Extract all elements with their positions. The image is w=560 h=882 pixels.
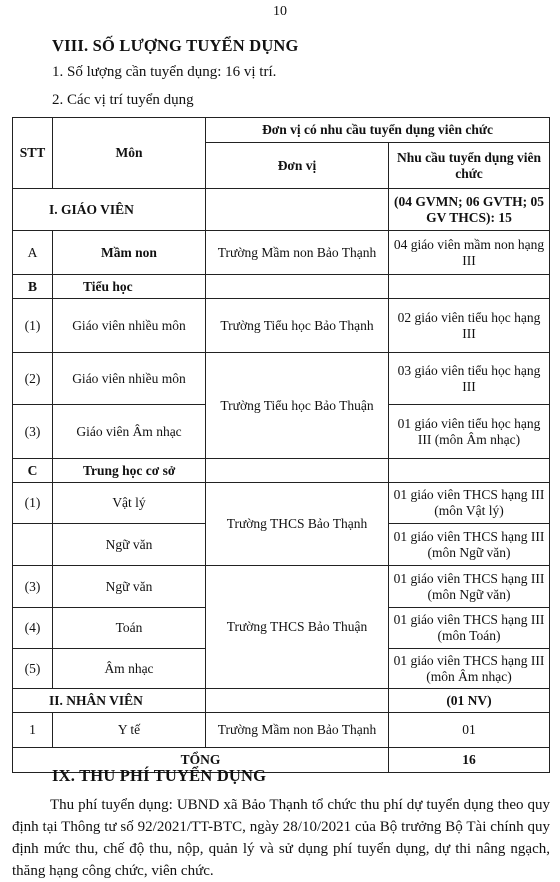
row-need: 01 [389, 713, 550, 748]
row-unit: Trường THCS Bảo Thạnh [206, 483, 389, 566]
row-stt [13, 524, 53, 566]
row-subject: Trung học cơ sở [53, 459, 206, 483]
empty-cell [206, 189, 389, 231]
row-need: 01 giáo viên THCS hạng III (môn Toán) [389, 608, 550, 649]
row-unit: Trường Mầm non Bảo Thạnh [206, 713, 389, 748]
recruitment-count-line: 1. Số lượng cần tuyển dụng: 16 vị trí. [52, 64, 277, 80]
row-unit: Trường Mầm non Bảo Thạnh [206, 231, 389, 275]
row-unit: Trường THCS Bảo Thuận [206, 566, 389, 689]
row-stt: (5) [13, 649, 53, 689]
positions-line: 2. Các vị trí tuyển dụng [52, 92, 194, 108]
row-subject: Giáo viên Âm nhạc [53, 405, 206, 459]
group-row-staff [13, 689, 550, 713]
row-unit: Trường Tiểu học Bảo Thuận [206, 353, 389, 459]
row-stt: (3) [13, 566, 53, 608]
header-group: Đơn vị có nhu cầu tuyển dụng viên chức [206, 118, 550, 143]
row-stt: B [13, 275, 53, 299]
row-need: 02 giáo viên tiểu học hạng III [389, 299, 550, 353]
table-row [13, 566, 550, 608]
total-value: 16 [389, 748, 550, 773]
row-subject: Vật lý [53, 483, 206, 524]
row-subject: Y tế [53, 713, 206, 748]
empty-cell [389, 275, 550, 299]
empty-cell [206, 689, 389, 713]
row-unit: Trường Tiểu học Bảo Thạnh [206, 299, 389, 353]
row-stt: 1 [13, 713, 53, 748]
row-subject: Ngữ văn [53, 524, 206, 566]
row-subject: Giáo viên nhiều môn [53, 299, 206, 353]
row-need: 01 giáo viên THCS hạng III (môn Ngữ văn) [389, 524, 550, 566]
total-label: TỔNG [13, 748, 389, 773]
empty-cell [206, 275, 389, 299]
table-row [13, 299, 550, 353]
row-need: 01 giáo viên THCS hạng III (môn Vật lý) [389, 483, 550, 524]
header-subject: Môn [53, 118, 206, 189]
row-stt: (1) [13, 483, 53, 524]
empty-cell [389, 459, 550, 483]
row-stt: (3) [13, 405, 53, 459]
row-stt: (2) [13, 353, 53, 405]
row-stt: (4) [13, 608, 53, 649]
row-need: 04 giáo viên mầm non hạng III [389, 231, 550, 275]
row-subject: Tiểu học [53, 275, 206, 299]
row-stt: C [13, 459, 53, 483]
table-row [13, 459, 550, 483]
recruitment-table [12, 117, 550, 773]
row-subject: Giáo viên nhiều môn [53, 353, 206, 405]
row-subject: Toán [53, 608, 206, 649]
fee-paragraph: Thu phí tuyển dụng: UBND xã Bảo Thạnh tổ chức thu phí dự tuyển dụng theo quy định tại Thông tư số 92/2021/TT-BTC, ngày 28/10/2021 của Bộ trưởng Bộ Tài chính quy định mức thu, chế độ thu, nộp, quản lý và sử dụng phí tuyển dụng, dự thi nâng ngạch, thăng hạng công chức, viên chức. [12, 797, 550, 879]
row-subject: Ngữ văn [53, 566, 206, 608]
group-label: II. NHÂN VIÊN [13, 689, 206, 713]
table-row [13, 483, 550, 524]
row-stt: (1) [13, 299, 53, 353]
row-subject: Âm nhạc [53, 649, 206, 689]
section-8-heading: VIII. SỐ LƯỢNG TUYỂN DỤNG [52, 36, 299, 55]
row-stt: A [13, 231, 53, 275]
row-need: 01 giáo viên tiểu học hạng III (môn Âm nhạc) [389, 405, 550, 459]
table-row [13, 275, 550, 299]
empty-cell [206, 459, 389, 483]
header-stt: STT [13, 118, 53, 189]
page-number: 10 [273, 4, 287, 19]
group-row-teachers [13, 189, 550, 231]
table-row [13, 713, 550, 748]
table-row [13, 231, 550, 275]
table-row [13, 353, 550, 405]
row-need: 03 giáo viên tiểu học hạng III [389, 353, 550, 405]
row-need: 01 giáo viên THCS hạng III (môn Ngữ văn) [389, 566, 550, 608]
header-need: Nhu cầu tuyển dụng viên chức [389, 143, 550, 189]
section-9-heading: IX. THU PHÍ TUYỂN DỤNG [52, 766, 267, 785]
group-total: (01 NV) [389, 689, 550, 713]
group-total: (04 GVMN; 06 GVTH; 05 GV THCS): 15 [389, 189, 550, 231]
header-unit: Đơn vị [206, 143, 389, 189]
row-subject: Mầm non [53, 231, 206, 275]
row-need: 01 giáo viên THCS hạng III (môn Âm nhạc) [389, 649, 550, 689]
group-label: I. GIÁO VIÊN [13, 189, 206, 231]
